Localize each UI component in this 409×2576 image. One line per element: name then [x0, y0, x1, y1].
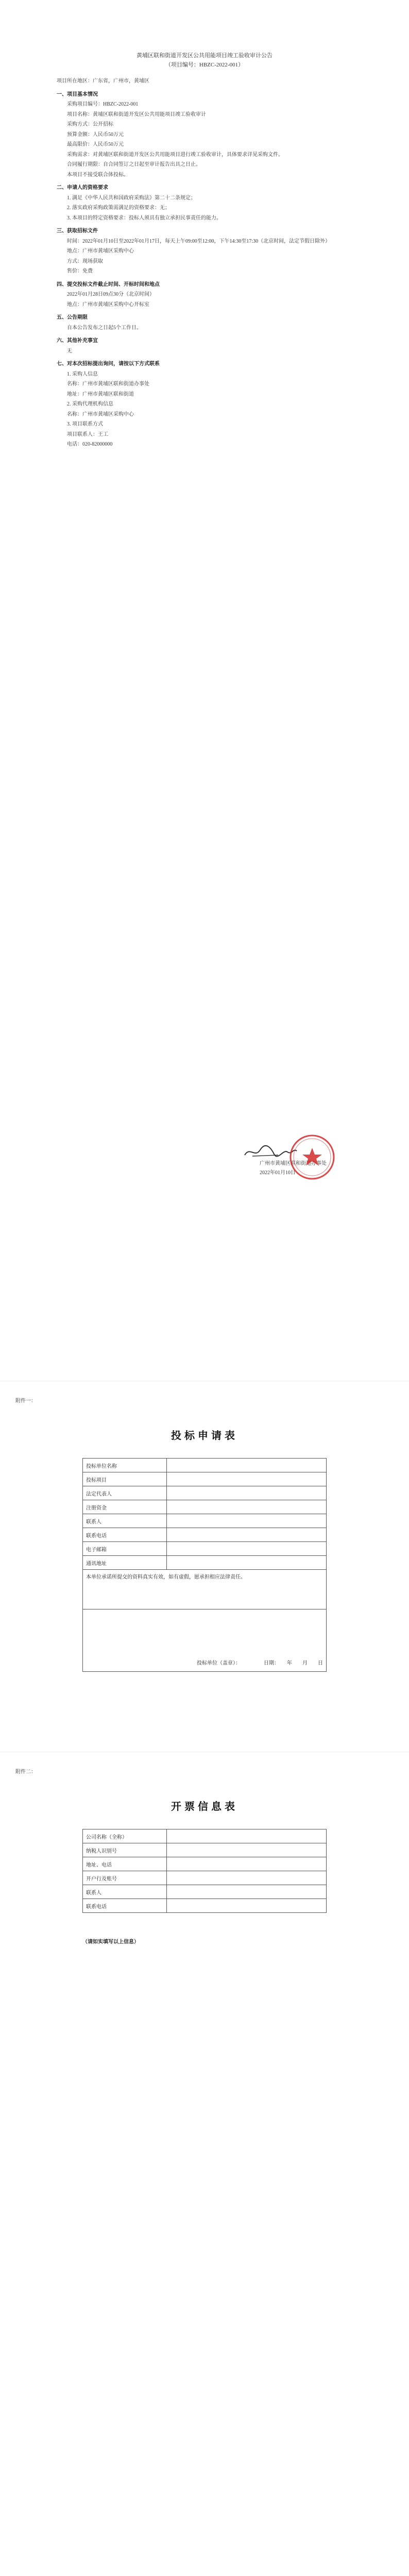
official-seal-icon	[288, 1133, 336, 1181]
section-paragraph: 采购方式：公开招标	[67, 122, 113, 128]
section-paragraph: 自本公告发布之日起5个工作日。	[67, 325, 142, 331]
notice-body	[57, 52, 352, 450]
form-row	[83, 1542, 327, 1556]
section-paragraph: 电话：020-82000000	[67, 442, 113, 448]
section-paragraph: 采购需求：对黄埔区联和街道开发区公共用能项目进行竣工验收审计，具体要求详见采购文件。	[67, 151, 283, 158]
section-heading: 七、对本次招标提出询问，请按以下方式联系	[57, 361, 160, 367]
section-paragraph: 售价：免费	[67, 268, 93, 275]
form-row	[83, 1843, 327, 1857]
form-row	[83, 1829, 327, 1843]
form-field-value[interactable]	[167, 1829, 327, 1843]
form-field-value[interactable]	[167, 1843, 327, 1857]
annex1-title: 投标申请表	[171, 1430, 238, 1442]
notice-title-line1: 黄埔区联和街道开发区公共用能项目竣工验收审计公告	[137, 53, 272, 59]
annex2-label: 附件二：	[15, 1769, 36, 1775]
annex1-declaration: 本单位承诺所提交的资料真实有效，如有虚假，愿承担相应法律责任。	[83, 1570, 327, 1609]
form-field-label: 联系电话	[83, 1899, 167, 1913]
form-field-label: 联系人	[83, 1885, 167, 1899]
section-paragraph: 3. 本项目的特定资格要求：投标人须具有独立承担民事责任的能力。	[67, 215, 221, 221]
form-field-value[interactable]	[167, 1857, 327, 1871]
form-field-label: 开户行及账号	[83, 1871, 167, 1885]
form-field-label: 通讯地址	[83, 1556, 167, 1570]
sign-date: 2022年01月10日	[260, 1170, 296, 1176]
signer-name: 广州市黄埔区联和街道办事处	[260, 1161, 327, 1166]
annex2-footnote: （请如实填写以上信息）	[82, 1939, 139, 1945]
form-row	[83, 1459, 327, 1472]
section-paragraph: 地址：广州市黄埔区联和街道	[67, 391, 134, 397]
form-field-value[interactable]	[167, 1542, 327, 1556]
section-heading: 三、获取招标文件	[57, 228, 98, 234]
section-paragraph: 方式：现场获取	[67, 258, 103, 264]
notice-sections	[57, 90, 352, 449]
form-field-label: 公司名称（全称）	[83, 1829, 167, 1843]
form-field-label: 电子邮箱	[83, 1542, 167, 1556]
form-row	[83, 1486, 327, 1500]
annex1-label: 附件一：	[15, 1398, 36, 1404]
section-paragraph: 2022年01月28日09点30分（北京时间）	[67, 292, 155, 298]
form-field-label: 法定代表人	[83, 1486, 167, 1500]
section-paragraph: 名称：广州市黄埔区采购中心	[67, 411, 134, 417]
form-row	[83, 1885, 327, 1899]
notice-intro: 项目所在地区：广东省，广州市，黄埔区	[57, 78, 149, 84]
form-field-label: 注册资金	[83, 1500, 167, 1514]
section-paragraph: 1. 满足《中华人民共和国政府采购法》第二十二条规定；	[67, 195, 196, 201]
form-field-label: 投标单位名称	[83, 1459, 167, 1472]
notice-title-line2: （项目编号：HBZC-2022-001）	[165, 61, 244, 68]
section-paragraph: 项目名称：黄埔区联和街道开发区公共用能项目竣工验收审计	[67, 111, 206, 117]
section-paragraph: 时间：2022年01月10日至2022年01月17日，每天上午09:00至12:00，下午14:30至17:30（北京时间，法定节假日除外）	[67, 238, 331, 244]
section-paragraph: 2. 落实政府采购政策需满足的资格要求：无；	[67, 205, 170, 211]
annex1-signature: 投标单位（盖章）： 日期： 年 月 日	[83, 1609, 327, 1672]
form-row	[83, 1556, 327, 1570]
section-heading: 四、提交投标文件截止时间、开标时间和地点	[57, 281, 160, 287]
section-paragraph: 无	[67, 348, 72, 354]
section-paragraph: 地点：广州市黄埔区采购中心	[67, 248, 134, 255]
section-heading: 五、公告期限	[57, 315, 88, 321]
form-row	[83, 1899, 327, 1913]
annex2-title: 开票信息表	[171, 1801, 238, 1812]
section-heading: 一、项目基本情况	[57, 91, 98, 97]
section-paragraph: 采购项目编号：HBZC-2022-001	[67, 101, 139, 108]
section-paragraph: 合同履行期限：自合同签订之日起至审计报告出具之日止。	[67, 162, 201, 168]
form-field-value[interactable]	[167, 1899, 327, 1913]
section-paragraph: 本项目不接受联合体投标。	[67, 172, 129, 178]
section-paragraph: 地点：广州市黄埔区采购中心开标室	[67, 301, 149, 308]
form-field-value[interactable]	[167, 1459, 327, 1472]
form-row	[83, 1500, 327, 1514]
invoice-info-form	[82, 1829, 327, 1913]
form-field-value[interactable]	[167, 1500, 327, 1514]
form-field-value[interactable]	[167, 1514, 327, 1528]
form-field-value[interactable]	[167, 1486, 327, 1500]
form-field-value[interactable]	[167, 1556, 327, 1570]
bid-application-form	[82, 1458, 327, 1672]
form-field-value[interactable]	[167, 1528, 327, 1542]
form-field-label: 联系人	[83, 1514, 167, 1528]
section-paragraph: 最高限价：人民币50万元	[67, 142, 124, 148]
form-field-label: 纳税人识别号	[83, 1843, 167, 1857]
section-paragraph: 1. 采购人信息	[67, 371, 98, 377]
form-field-value[interactable]	[167, 1871, 327, 1885]
form-field-value[interactable]	[167, 1885, 327, 1899]
form-field-label: 地址、电话	[83, 1857, 167, 1871]
form-field-label: 投标项目	[83, 1472, 167, 1486]
form-field-value[interactable]	[167, 1472, 327, 1486]
section-paragraph: 项目联系人：王工	[67, 431, 108, 437]
form-row	[83, 1472, 327, 1486]
section-paragraph: 2. 采购代理机构信息	[67, 401, 113, 408]
section-heading: 二、申请人的资格要求	[57, 185, 108, 191]
form-field-label: 联系电话	[83, 1528, 167, 1542]
section-paragraph: 3. 项目联系方式	[67, 421, 103, 428]
section-paragraph: 预算金额：人民币50万元	[67, 131, 124, 138]
section-heading: 六、其他补充事宜	[57, 338, 98, 344]
section-paragraph: 名称：广州市黄埔区联和街道办事处	[67, 381, 149, 387]
form-row	[83, 1528, 327, 1542]
form-row	[83, 1857, 327, 1871]
form-row	[83, 1871, 327, 1885]
form-row	[83, 1514, 327, 1528]
